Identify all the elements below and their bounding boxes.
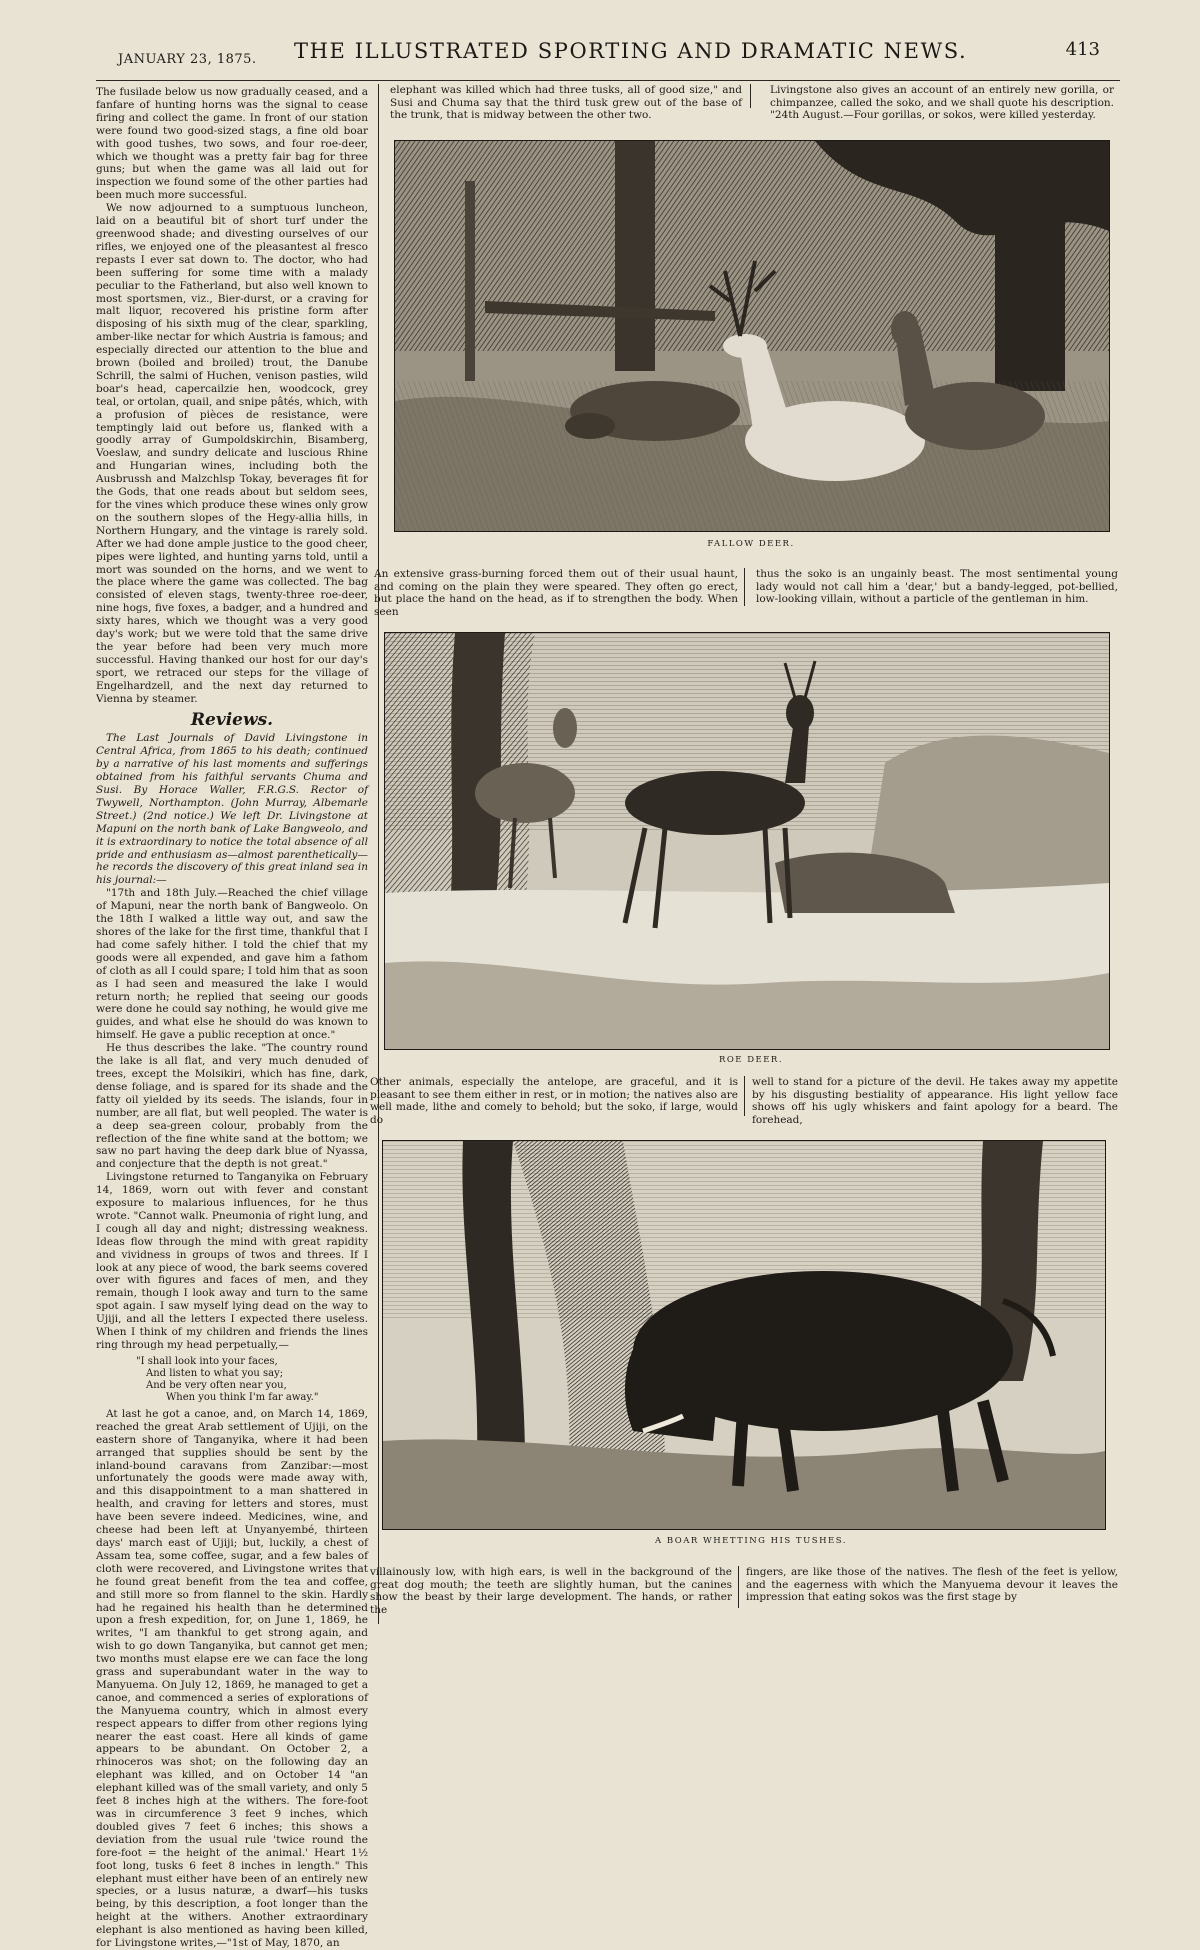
boar-engraving [382, 1140, 1106, 1530]
poem [136, 1356, 368, 1404]
roe-deer-engraving [384, 632, 1110, 1050]
poem-line: When you think I'm far away." [166, 1391, 319, 1403]
left-column [96, 86, 368, 1950]
article-paragraph: We now adjourned to a sumptuous luncheon, laid on a beautiful bit of short turf under the greenwood shade; and divesting ourselves of our rifles, we enjoyed one of the pleasantest al fresco repasts I ever sat down to. The doctor, who had been suffering for some time with a malady peculiar to the Fatherland, but also well known to most sportsmen, viz., Bier-durst, or a craving for malt liquor, recovered his pristine form after disposing of his sixth mug of the clear, sparkling, amber-like nectar for which Austria is famous; and especially directed our attention to the blue and brown (boiled and broiled) trout, the Danube Schrill, the salmi of Huchen, venison pasties, wild boar's head, capercailzie hen, woodcock, grey teal, or ortolan, quail, and snipe pâtés, which, with a profusion of pièces de resistance, were temptingly laid out before us, flanked with a goodly array of Gumpoldskirchin, Bisamberg, Voeslaw, and sundry delicate and luscious Rhine and Hungarian wines, including both the Ausbrussh and Malzchlsp Tokay, beverages fit for the Gods, that one reads about but seldom sees, for the vines which produce these wines only grow on the southern slopes of the Hegy-allia hills, in Northern Hungary, and the vintage is rarely sold. After we had done ample justice to the good cheer, pipes were lighted, and hunting yarns told, until a mort was sounded on the horns, and we went to the place where the game was collected. The bag consisted of eleven stags, twenty-three roe-deer, nine hogs, five foxes, a badger, and a hundred and sixty hares, which we thought was a very good day's work; but we were told that the same drive the year before had been very much more successful. Having thanked our host for our day's sport, we retraced our steps for the village of Engelhardzell, and the next day returned to Vienna by steamer. [96, 202, 368, 705]
column-divider-top-right [750, 84, 751, 108]
snippet-after-fallow-right: thus the soko is an ungainly beast. The most sentimental young lady would not call him a 'dear,' but a bandy-legged, pot-bellied, low-looking villain, without a particle of the gentleman in him. [756, 568, 1118, 605]
column-divider-snippet-3 [738, 1566, 739, 1608]
review-paragraph: Livingstone returned to Tanganyika on February 14, 1869, worn out with fever and constant exposure to malarious influences, for he thus wrote. "Cannot walk. Pneumonia of right lung, and I cough all day and night; distressing weakness. Ideas flow through the mind with great rapidity and vividness in groups of twos and threes. If I look at any piece of wood, the bark seems covered over with figures and faces of men, and they remain, though I look away and turn to the same spot again. I saw myself lying dead on the way to Ujiji, and all the letters I expected there useless. When I think of my children and friends the lines ring through my head perpetually,— [96, 1171, 368, 1351]
poem-line: And listen to what you say; [146, 1367, 284, 1379]
snippet-bottom-left: villainously low, with high ears, is well in the background of the great dog mouth; the teeth are slightly human, but the canines show the beast by their large development. The hands, or rather the [370, 1566, 732, 1616]
article-paragraph: The fusilade below us now gradually ceased, and a fanfare of hunting horns was the signal to cease firing and collect the game. In front of our station were found two good-sized stags, a fine old boar with good tushes, two sows, and four roe-deer, which we thought was a pretty fair bag for three guns; but when the game was all laid out for inspection we found some of the other parties had been much more successful. [96, 86, 368, 202]
issue-date: JANUARY 23, 1875. [118, 52, 257, 67]
top-snippet-right: Livingstone also gives an account of an entirely new gorilla, or chimpanzee, called the soko, and we shall quote his description. "24th August.—Four gorillas, or sokos, were killed yesterday. [770, 84, 1114, 121]
snippet-after-roe-left: Other animals, especially the antelope, are graceful, and it is pleasant to see them either in rest, or in motion; the natives also are well made, lithe and comely to behold; but the soko, if large, would do [370, 1076, 738, 1126]
roe-deer-caption: ROE DEER. [718, 1055, 784, 1065]
page-number: 413 [1065, 39, 1100, 60]
fallow-deer-engraving [394, 140, 1110, 532]
top-snippet-middle: elephant was killed which had three tusks, all of good size," and Susi and Chuma say that the third tusk grew out of the base of the trunk, that is midway between the other two. [390, 84, 742, 121]
fallow-deer-caption: FALLOW DEER. [707, 539, 795, 549]
masthead [96, 34, 1106, 67]
column-divider-snippet-2 [744, 1076, 745, 1116]
boar-caption: A BOAR WHETTING HIS TUSHES. [655, 1536, 847, 1546]
review-paragraph: He thus describes the lake. "The country round the lake is all flat, and very much denuded of trees, except the Molsikiri, which has fine, dark, dense foliage, and is spared for its shade and the fatty oil yielded by its seeds. The islands, four in number, are all flat, but well peopled. The water is a deep sea-green colour, probably from the reflection of the fine white sand at the bottom; we saw no part having the deep dark blue of Nyassa, and conjecture that the depth is not great." [96, 1042, 368, 1171]
column-divider-snippet-1 [744, 568, 745, 606]
snippet-after-roe-right: well to stand for a picture of the devil. He takes away my appetite by his disgusting bestiality of appearance. His light yellow face shows off his ugly whiskers and faint apology for a beard. The forehead, [752, 1076, 1118, 1126]
snippet-after-fallow-left: An extensive grass-burning forced them out of their usual haunt, and coming on the plain they were speared. They often go erect, but place the hand on the head, as if to strengthen the body. When seen [374, 568, 738, 618]
review-paragraph: At last he got a canoe, and, on March 14, 1869, reached the great Arab settlement of Ujiji, on the eastern shore of Tanganyika, where it had been arranged that supplies should be sent by the inland-bound caravans from Zanzibar:—most unfortunately the goods were made away with, and this disappointment to a man shattered in health, and craving for letters and stores, must have been severe indeed. Medicines, wine, and cheese had been left at Unyanyembé, thirteen days' march east of Ujiji; but, luckily, a chest of Assam tea, some coffee, sugar, and a few bales of cloth were recovered, and Livingstone writes that he found great benefit from the tea and coffee, and still more so from flannel to the skin. Hardly had he regained his health than he determined upon a fresh expedition, for, on June 1, 1869, he writes, "I am thankful to get strong again, and wish to go down Tanganyika, but cannot get men; two months must elapse ere we can face the long grass and superabundant water in the way to Manyuema. On July 12, 1869, he managed to get a canoe, and commenced a series of explorations of the Manyuema country, which in almost every respect appears to differ from other regions lying nearer the east coast. Here all kinds of game appears to be abundant. On October 2, a rhinoceros was shot; on the following day an elephant was killed, and on October 14 "an elephant killed was of the small variety, and only 5 feet 8 inches high at the withers. The fore-foot was in circumference 3 feet 9 inches, which doubled gives 7 feet 6 inches; this shows a deviation from the usual rule 'twice round the fore-foot = the height of the animal.' Heart 1½ foot long, tusks 6 feet 8 inches in length." This elephant must either have been of an entirely new species, or a lusus naturæ, a dwarf—his tusks being, by this description, a foot longer than the height at the withers. Another extraordinary elephant is also mentioned as having been killed, for Livingstone writes,—"1st of May, 1870, an [96, 1407, 368, 1950]
reviews-heading: Reviews. [190, 709, 274, 730]
newspaper-title: THE ILLUSTRATED SPORTING AND DRAMATIC NEWS. [294, 39, 968, 63]
poem-line: "I shall look into your faces, [136, 1355, 278, 1367]
snippet-bottom-right: fingers, are like those of the natives. The flesh of the feet is yellow, and the eagerness with which the Manyuema devour it leaves the impression that eating sokos was the first stage by [746, 1566, 1118, 1603]
review-title: The Last Journals of David Livingstone in Central Africa, from 1865 to his death; continued by a narrative of his last moments and sufferings obtained from his faithful servants Chuma and Susi. By Horace Waller, F.R.G.S. Rector of Twywell, Northampton. (John Murray, Albemarle Street.) (2nd notice.) We left Dr. Livingstone at Mapuni on the north bank of Lake Bangweolo, and it is extraordinary to notice the total absence of all pride and enthusiasm as—almost parenthetically—he records the discovery of this great inland sea in his journal:— [96, 732, 368, 887]
poem-line: And be very often near you, [146, 1379, 287, 1391]
review-paragraph: "17th and 18th July.—Reached the chief village of Mapuni, near the north bank of Bangweolo. On the 18th I walked a little way out, and saw the shores of the lake for the first time, thankful that I had come safely hither. I told the chief that my goods were all expended, and gave him a fathom of cloth as all I could spare; I told him that as soon as I had seen and measured the lake I would return north; he replied that seeing our goods were done he could say nothing, he would give me guides, and what else he should do was known to himself. He gave a public reception at once." [96, 887, 368, 1042]
column-divider-left [378, 84, 379, 1624]
masthead-rule [96, 80, 1120, 81]
